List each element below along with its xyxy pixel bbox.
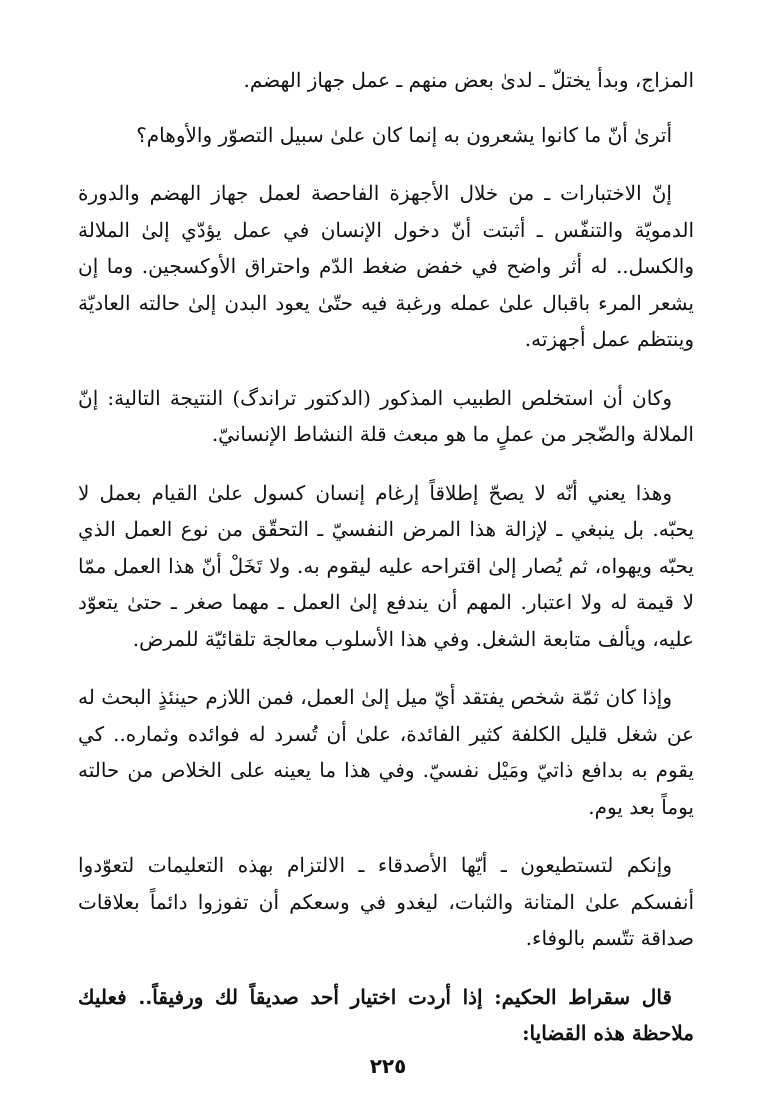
paragraph-continuation: المزاج، وبدأ يختلّ ـ لدىٰ بعض منهم ـ عمل جهاز الهضم. (243, 68, 694, 92)
page-body (78, 62, 694, 1074)
paragraph-no-inclination: وإذا كان ثمّة شخص يفتقد أيّ ميل إلىٰ العمل، فمن اللازم حينئذٍ البحث له عن شغل قليل الكلفة كثير الفائدة، علىٰ أن تُسرد له فوائده وثماره.. كي يقوم به بدافع ذاتيّ ومَيْل نفسيّ. وفي هذا ما يعينه على الخلاص من حالته يوماً بعد يوم. (78, 685, 694, 819)
socrates-quote: قال سقراط الحكيم: إذا أردت اختيار أحد صديقاً لك ورفيقاً.. فعليك ملاحظة هذه القضايا: (78, 984, 694, 1045)
paragraph-lazy-person: وهذا يعني أنّه لا يصحّ إطلاقاً إرغام إنسان كسول علىٰ القيام بعمل لا يحبّه. بل ينبغي ـ لإزالة هذا المرض النفسيّ ـ التحقّق من نوع العمل الذي يحبّه ويهواه، ثم يُصار إلىٰ اقتراحه عليه ليقوم به. ولا تَخَلْ أنّ هذا العمل ممّا لا قيمة له ولا اعتبار. المهم أن يندفع إلىٰ العمل ـ مهما صغر ـ حتىٰ يتعوّد عليه، ويألف متابعة الشغل. وفي هذا الأسلوب معالجة تلقائيّة للمرض. (78, 480, 694, 651)
page-number: ٢٢٥ (369, 1054, 407, 1078)
paragraph-question: أترىٰ أنّ ما كانوا يشعرون به إنما كان علىٰ سبيل التصوّر والأوهام؟ (136, 122, 672, 147)
paragraph-friends: وإنكم لتستطيعون ـ أيّها الأصدقاء ـ الالتزام بهذه التعليمات لتعوّدوا أنفسكم علىٰ المتانة والثبات، ليغدو في وسعكم أن تفوزوا دائماً بعلاقات صداقة تتّسم بالوفاء. (78, 853, 694, 950)
paragraph-tests: إنّ الاختبارات ـ من خلال الأجهزة الفاحصة لعمل جهاز الهضم والدورة الدمويّة والتنفّس ـ أثبتت أنّ دخول الإنسان في عمل يؤدّي إلىٰ الملالة والكسل.. له أثر واضح في خفض ضغط الدّم واحتراق الأوكسجين. وما إن يشعر المرء باقبال علىٰ عمله ورغبة فيه حتّىٰ يعود البدن إلىٰ حالته العاديّة وينتظم عمل أجهزته. (78, 181, 694, 351)
paragraph-doctor-conclusion: وكان أن استخلص الطبيب المذكور (الدكتور تراندگ) النتيجة التالية: إنّ الملالة والضّجر من عملٍ ما هو مبعث قلة النشاط الإنسانيّ. (78, 385, 694, 446)
